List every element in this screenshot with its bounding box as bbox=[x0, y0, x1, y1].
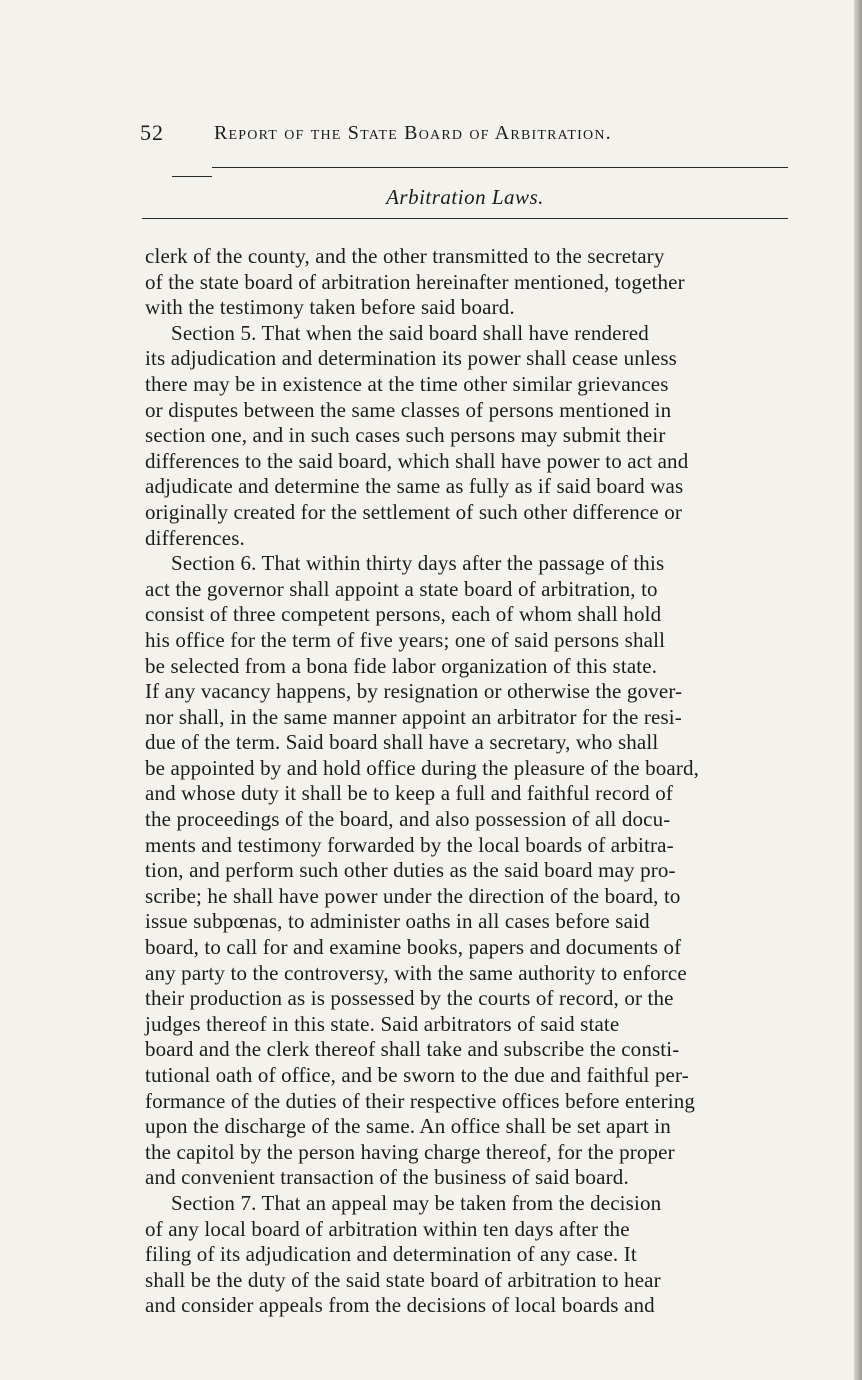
page-edge-shadow bbox=[854, 0, 862, 1380]
text-line: consist of three competent persons, each of whom shall hold bbox=[145, 602, 662, 627]
text-line: differences. bbox=[145, 525, 245, 550]
text-line: its adjudication and determination its power shall cease unless bbox=[145, 346, 677, 371]
text-line: there may be in existence at the time other similar grievances bbox=[145, 371, 669, 396]
text-line: the proceedings of the board, and also possession of all docu- bbox=[145, 807, 671, 832]
text-line: tutional oath of office, and be sworn to the due and faithful per- bbox=[145, 1063, 689, 1087]
page-number: 52 bbox=[140, 120, 164, 145]
text-line: board, to call for and examine books, papers and documents of bbox=[145, 935, 682, 960]
text-line: judges thereof in this state. Said arbitrators of said state bbox=[145, 1011, 620, 1036]
text-line: nor shall, in the same manner appoint an arbitrator for the resi- bbox=[145, 704, 682, 729]
header-rule-short bbox=[172, 176, 212, 177]
text-line: board and the clerk thereof shall take and subscribe the consti- bbox=[145, 1037, 680, 1062]
running-title: Report of the State Board of Arbitration. bbox=[214, 122, 612, 144]
text-line: and consider appeals from the decisions of local boards and bbox=[145, 1293, 655, 1318]
section-heading: Arbitration Laws. bbox=[386, 185, 544, 209]
text-line: and convenient transaction of the business of said board. bbox=[145, 1165, 629, 1190]
text-line: act the governor shall appoint a state board of arbitration, to bbox=[145, 576, 658, 601]
text-line: and whose duty it shall be to keep a full and faithful record of bbox=[145, 781, 674, 806]
text-line: of the state board of arbitration hereinafter mentioned, together bbox=[145, 269, 685, 294]
text-line: Section 6. That within thirty days after the passage of this bbox=[171, 551, 665, 576]
text-line: scribe; he shall have power under the direction of the board, to bbox=[145, 883, 681, 908]
text-line: section one, and in such cases such persons may submit their bbox=[145, 423, 666, 448]
text-line: due of the term. Said board shall have a secretary, who shall bbox=[145, 730, 659, 755]
text-line: of any local board of arbitration within ten days after the bbox=[145, 1216, 630, 1241]
text-line: differences to the said board, which shall have power to act and bbox=[145, 448, 689, 473]
text-line: their production as is possessed by the courts of record, or the bbox=[145, 986, 674, 1011]
text-line: adjudicate and determine the same as fully as if said board was bbox=[145, 474, 684, 499]
page-header bbox=[140, 120, 790, 150]
text-line: issue subpœnas, to administer oaths in all cases before said bbox=[145, 909, 650, 934]
text-line: ments and testimony forwarded by the local boards of arbitra- bbox=[145, 832, 674, 857]
text-line: Section 7. That an appeal may be taken from the decision bbox=[171, 1190, 662, 1215]
text-line: clerk of the county, and the other transmitted to the secretary bbox=[145, 244, 665, 268]
text-line: upon the discharge of the same. An office shall be set apart in bbox=[145, 1114, 671, 1139]
text-line: filing of its adjudication and determination of any case. It bbox=[145, 1242, 637, 1267]
text-line: tion, and perform such other duties as the said board may pro- bbox=[145, 858, 676, 883]
text-line: Section 5. That when the said board shall have rendered bbox=[171, 320, 649, 345]
header-rule-bottom bbox=[142, 218, 788, 219]
text-line: or disputes between the same classes of persons mentioned in bbox=[145, 397, 672, 422]
text-line: with the testimony taken before said board. bbox=[145, 295, 515, 320]
text-line: originally created for the settlement of such other difference or bbox=[145, 499, 683, 524]
header-rule-top bbox=[212, 167, 788, 168]
text-line: his office for the term of five years; one of said persons shall bbox=[145, 627, 666, 652]
text-line: If any vacancy happens, by resignation or otherwise the gover- bbox=[145, 679, 683, 704]
text-line: the capitol by the person having charge thereof, for the proper bbox=[145, 1139, 675, 1164]
text-line: formance of the duties of their respective offices before entering bbox=[145, 1088, 696, 1113]
text-line: be selected from a bona fide labor organization of this state. bbox=[145, 653, 658, 678]
text-line: be appointed by and hold office during the pleasure of the board, bbox=[145, 755, 700, 780]
text-line: any party to the controversy, with the same authority to enforce bbox=[145, 960, 687, 985]
body-text bbox=[145, 244, 805, 1319]
text-line: shall be the duty of the said state board of arbitration to hear bbox=[145, 1267, 661, 1292]
